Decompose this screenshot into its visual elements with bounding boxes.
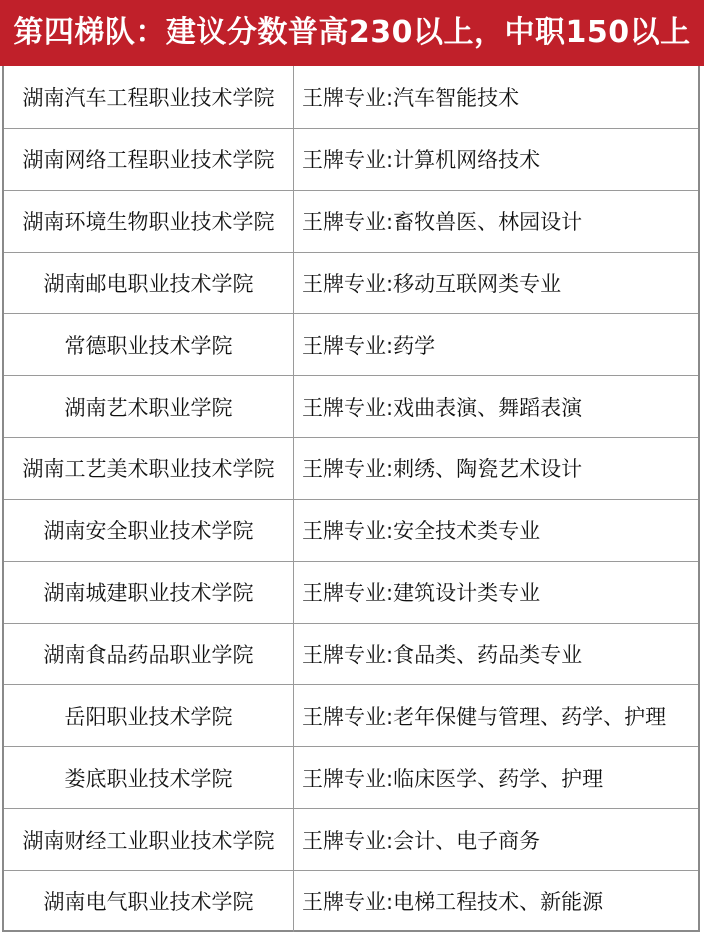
school-name-cell: 湖南城建职业技术学院 — [4, 562, 294, 623]
school-name-cell: 湖南艺术职业学院 — [4, 376, 294, 437]
major-cell: 王牌专业:移动互联网类专业 — [302, 271, 562, 296]
school-name-cell: 湖南环境生物职业技术学院 — [4, 191, 294, 252]
table-row — [4, 561, 698, 623]
school-name-cell: 湖南食品药品职业学院 — [4, 624, 294, 685]
school-name-cell: 常德职业技术学院 — [4, 314, 294, 375]
school-name-cell: 岳阳职业技术学院 — [4, 685, 294, 746]
school-name-cell: 湖南财经工业职业技术学院 — [4, 809, 294, 870]
major-cell: 王牌专业:电梯工程技术、新能源 — [302, 890, 604, 915]
major-cell: 王牌专业:食品类、药品类专业 — [302, 643, 583, 668]
table-row — [4, 313, 698, 375]
major-cell: 王牌专业:汽车智能技术 — [302, 85, 520, 110]
table-row — [4, 684, 698, 746]
major-cell: 王牌专业:戏曲表演、舞蹈表演 — [302, 395, 583, 420]
major-cell: 王牌专业:刺绣、陶瓷艺术设计 — [302, 457, 583, 482]
school-name-cell: 湖南电气职业技术学院 — [4, 871, 294, 932]
table-row — [4, 746, 698, 808]
table-row — [4, 375, 698, 437]
major-cell: 王牌专业:安全技术类专业 — [302, 519, 541, 544]
table-row — [4, 190, 698, 252]
major-cell: 王牌专业:会计、电子商务 — [302, 828, 541, 853]
school-table — [2, 66, 700, 932]
school-name-cell: 湖南邮电职业技术学院 — [4, 253, 294, 314]
table-row — [4, 66, 698, 128]
table-row — [4, 252, 698, 314]
school-name-cell: 娄底职业技术学院 — [4, 747, 294, 808]
header-title: 第四梯队：建议分数普高230以上，中职150以上 — [0, 0, 704, 66]
table-row — [4, 870, 698, 932]
school-name-cell: 湖南汽车工程职业技术学院 — [4, 66, 294, 128]
table-row — [4, 499, 698, 561]
major-cell: 王牌专业:建筑设计类专业 — [302, 581, 541, 606]
major-cell: 王牌专业:畜牧兽医、林园设计 — [302, 210, 583, 235]
major-cell: 王牌专业:计算机网络技术 — [302, 148, 541, 173]
school-name-cell: 湖南网络工程职业技术学院 — [4, 129, 294, 190]
table-row — [4, 623, 698, 685]
major-cell: 王牌专业:药学 — [302, 333, 436, 358]
school-name-cell: 湖南工艺美术职业技术学院 — [4, 438, 294, 499]
table-row — [4, 808, 698, 870]
major-cell: 王牌专业:老年保健与管理、药学、护理 — [302, 704, 667, 729]
school-name-cell: 湖南安全职业技术学院 — [4, 500, 294, 561]
table-row — [4, 437, 698, 499]
table-row — [4, 128, 698, 190]
major-cell: 王牌专业:临床医学、药学、护理 — [302, 766, 604, 791]
